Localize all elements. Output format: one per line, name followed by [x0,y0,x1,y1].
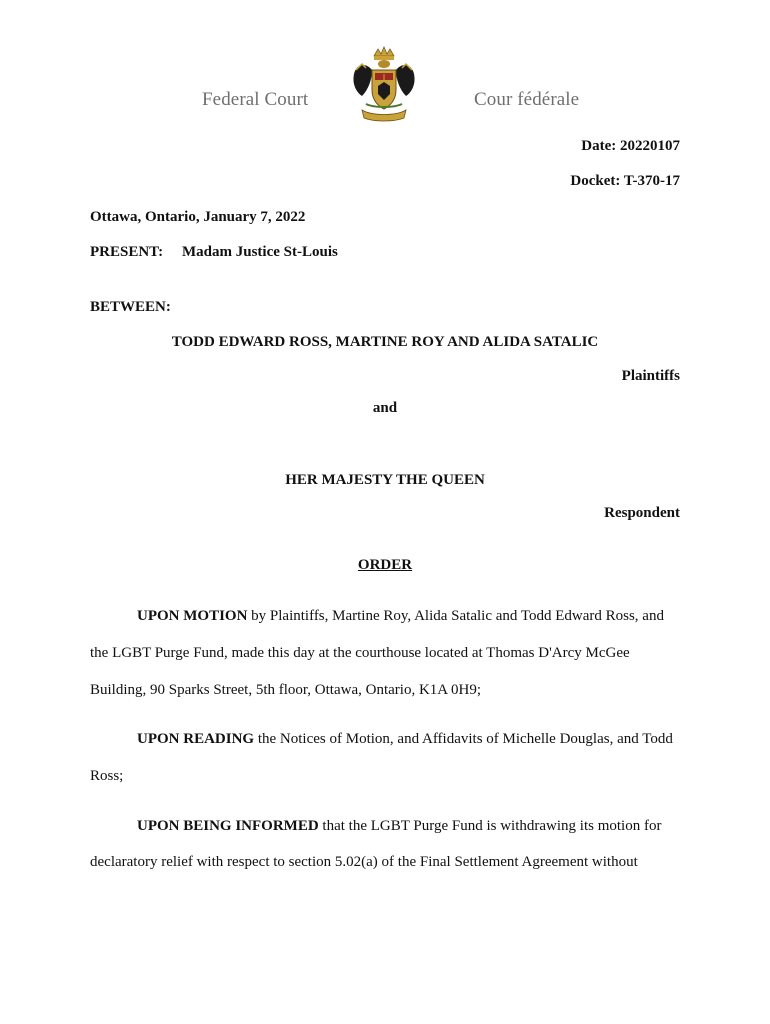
upon-being-informed-text-1: that the LGBT Purge Fund is withdrawing its motion for [318,818,662,834]
paragraph-upon-reading-line1 [137,731,737,748]
docket-number: Docket: T-370-17 [570,173,680,189]
paragraph-upon-being-informed-line1 [137,818,737,835]
decision-date: Date: 20220107 [581,138,680,154]
present-judge: Madam Justice St-Louis [182,244,338,260]
present-label: PRESENT: [90,244,164,260]
upon-motion-text-2: the LGBT Purge Fund, made this day at the courthouse located at Thomas D'Arcy McGee [90,645,630,661]
upon-motion-lead: UPON MOTION [137,608,248,624]
plaintiffs-names: TODD EDWARD ROSS, MARTINE ROY AND ALIDA SATALIC [171,334,599,350]
plaintiffs-role: Plaintiffs [621,368,680,384]
respondent-role: Respondent [604,505,680,521]
upon-motion-text-1: by Plaintiffs, Martine Roy, Alida Satalic and Todd Edward Ross, and [247,608,664,624]
upon-reading-lead: UPON READING [137,731,255,747]
court-name-english: Federal Court [202,89,309,110]
upon-being-informed-text-2: declaratory relief with respect to section 5.02(a) of the Final Settlement Agreement without [90,854,638,870]
court-name-french: Cour fédérale [474,89,580,110]
upon-motion-text-3: Building, 90 Sparks Street, 5th floor, Ottawa, Ontario, K1A 0H9; [90,682,482,698]
order-title: ORDER [357,557,413,573]
upon-reading-text-1: the Notices of Motion, and Affidavits of Michelle Douglas, and Todd [254,731,673,747]
upon-reading-text-2: Ross; [90,768,124,784]
court-crest-icon [348,46,420,124]
paragraph-upon-motion-line1 [137,608,737,625]
between-label: BETWEEN: [90,299,171,315]
place-and-date: Ottawa, Ontario, January 7, 2022 [90,209,306,225]
upon-being-informed-lead: UPON BEING INFORMED [137,818,319,834]
order-heading [0,556,770,574]
respondent-name: HER MAJESTY THE QUEEN [285,472,485,488]
and-separator: and [372,400,398,416]
